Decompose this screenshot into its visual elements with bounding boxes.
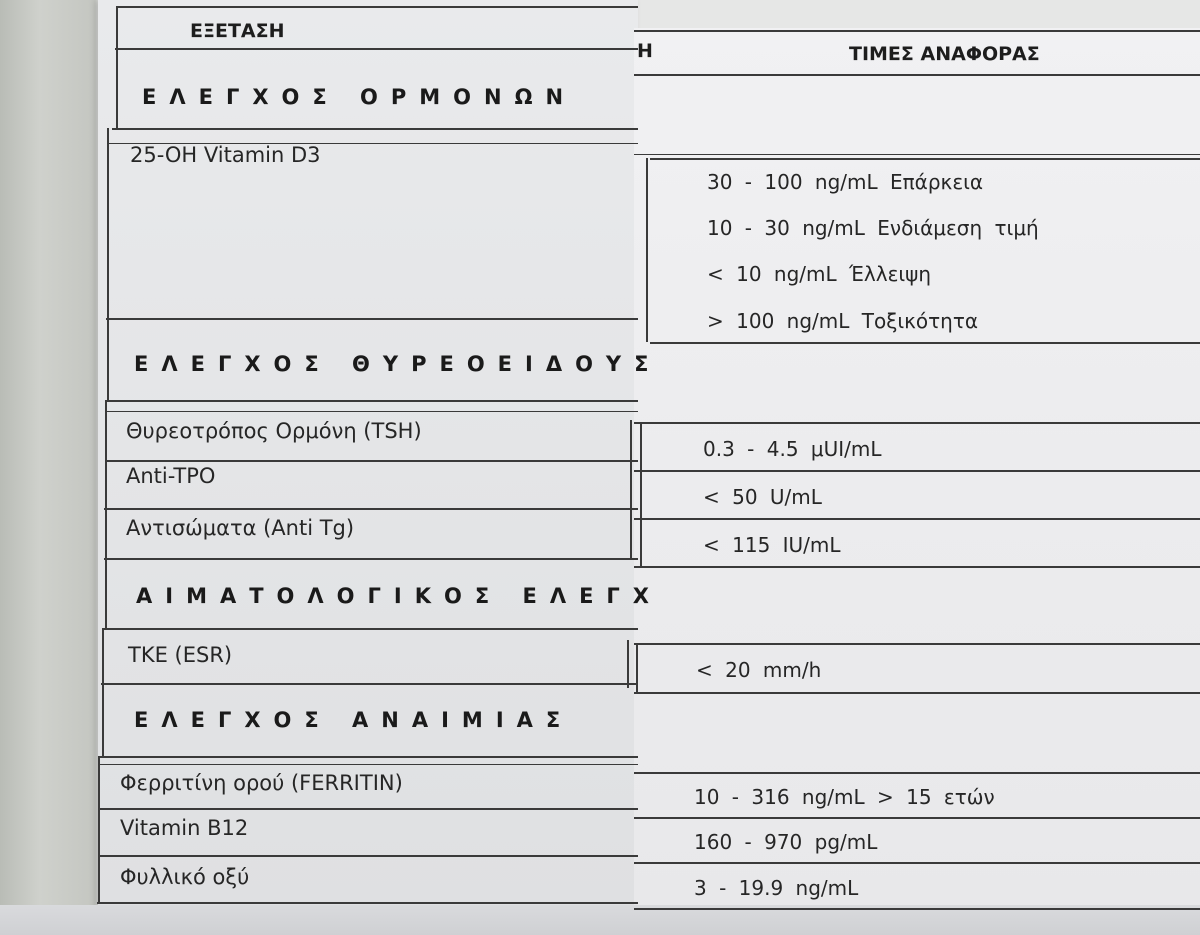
rule [650, 158, 1200, 160]
reference-range: 3 - 19.9 ng/mL [694, 876, 859, 900]
reference-range: 10 - 30 ng/mL Ενδιάμεση τιμή [707, 216, 1039, 240]
rule [634, 772, 1200, 774]
rule [634, 908, 1200, 910]
rule [116, 6, 118, 128]
test-name: Αντισώματα (Anti Tg) [126, 516, 355, 540]
rule [105, 400, 107, 628]
rule [98, 855, 638, 857]
reference-range: < 50 U/mL [703, 485, 822, 509]
rule [99, 808, 638, 810]
rule [105, 411, 638, 412]
reference-range: 160 - 970 pg/mL [694, 830, 878, 854]
rule [640, 422, 642, 568]
reference-range: < 20 mm/h [696, 658, 822, 682]
rule [102, 628, 638, 630]
test-name: Φερριτίνη ορού (FERRITIN) [120, 771, 403, 795]
rule [634, 643, 1200, 645]
reference-range: 10 - 316 ng/mL > 15 ετών [694, 785, 995, 809]
test-name: 25-OH Vitamin D3 [130, 143, 321, 167]
rule [634, 74, 1200, 76]
test-name: Θυρεοτρόπος Ορμόνη (TSH) [126, 419, 422, 443]
test-name: TKE (ESR) [128, 643, 233, 667]
test-column-header: ΕΞΕΤΑΣΗ [190, 20, 285, 42]
rule [105, 460, 638, 462]
reference-range: < 10 ng/mL Έλλειψη [707, 262, 932, 286]
rule [627, 640, 629, 688]
rule [104, 508, 638, 510]
reference-range: 0.3 - 4.5 μUI/mL [703, 437, 882, 461]
reference-range: > 100 ng/mL Τοξικότητα [707, 309, 979, 333]
cut-column-header: Η [637, 40, 653, 62]
section-title: ΕΛΕΓΧΟΣ ΘΥΡΕΟΕΙΔΟΥΣ [134, 352, 662, 376]
test-name: Anti-TPO [126, 464, 216, 488]
rule [107, 128, 109, 400]
rule [630, 420, 632, 560]
rule [97, 902, 638, 904]
rule [101, 683, 638, 685]
rule [646, 158, 648, 342]
rule [650, 342, 1200, 344]
rule [634, 154, 1200, 155]
rule [99, 764, 638, 765]
section-title: ΑΙΜΑΤΟΛΟΓΙΚΟΣ ΕΛΕΓΧ [136, 584, 662, 608]
reference-range: < 115 IU/mL [703, 533, 841, 557]
rule [106, 318, 638, 320]
test-name: Vitamin B12 [120, 816, 249, 840]
test-name: Φυλλικό οξύ [120, 865, 250, 889]
rule [634, 518, 1200, 520]
rule [106, 400, 638, 402]
rule [115, 48, 638, 50]
rule [118, 6, 638, 8]
rule [634, 862, 1200, 864]
rule [634, 422, 1200, 424]
rule [98, 756, 100, 904]
rule [634, 692, 1200, 694]
rule [634, 817, 1200, 819]
reference-range: 30 - 100 ng/mL Επάρκεια [707, 170, 984, 194]
section-title: ΕΛΕΓΧΟΣ ΟΡΜΟΝΩΝ [142, 85, 577, 109]
rule [634, 470, 1200, 472]
rule [104, 558, 638, 560]
rule [634, 566, 1200, 568]
rule [100, 756, 638, 758]
rule [634, 30, 1200, 32]
rule [112, 128, 638, 130]
reference-column-header: ΤΙΜΕΣ ΑΝΑΦΟΡΑΣ [849, 43, 1040, 65]
rule [102, 628, 104, 756]
section-title: ΕΛΕΓΧΟΣ ΑΝΑΙΜΙΑΣ [134, 708, 574, 732]
rule [636, 643, 638, 693]
